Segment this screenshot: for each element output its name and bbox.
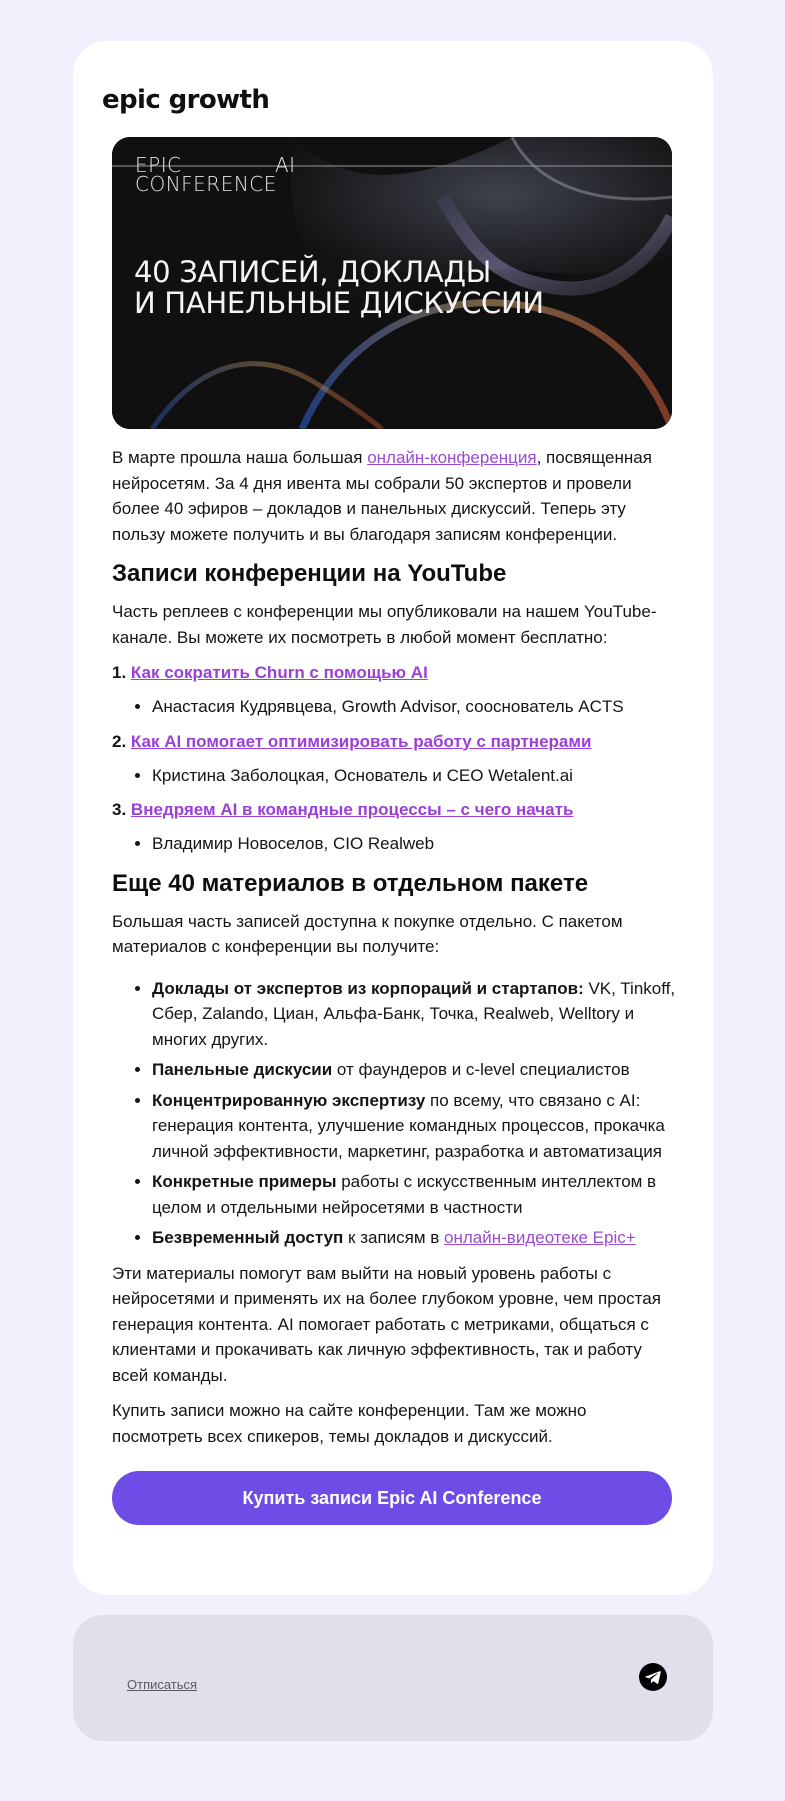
epic-plus-link[interactable]: онлайн-видеотеке Epic+ bbox=[444, 1228, 636, 1247]
hero-label-conference: CONFERENCE bbox=[135, 172, 277, 196]
speaker-list bbox=[112, 763, 677, 789]
youtube-video-link[interactable]: Внедряем AI в командные процессы – с чего начать bbox=[130, 800, 574, 819]
epic-growth-logo[interactable]: epic growth bbox=[102, 85, 270, 115]
benefit-text: от фаундеров и c-level специалистов bbox=[332, 1060, 630, 1079]
youtube-item-3 bbox=[112, 797, 677, 822]
package-heading: Еще 40 материалов в отдельном пакете bbox=[112, 869, 589, 897]
intro-text-end: , посвященная нейросетям. За 4 дня ивента мы собрали 50 экспертов и провели более 40 эфиров – докладов и панельных дискуссий. Теперь эту пользу можете получить и вы благодаря записям конференции. bbox=[112, 448, 652, 544]
hero-banner[interactable] bbox=[112, 137, 672, 429]
youtube-item-2 bbox=[112, 729, 677, 754]
speaker-item: • Анастасия Кудрявцева, Growth Advisor, сооснователь ACTS bbox=[152, 694, 677, 720]
benefit-text: VK, Tinkoff, Сбер, Zalando, Циан, Альфа-Банк, Точка, Realweb, Welltory и многих других. bbox=[152, 978, 676, 1049]
hero-title bbox=[134, 257, 654, 319]
buy-records-button[interactable]: Купить записи Epic AI Conference bbox=[112, 1471, 672, 1525]
email-content bbox=[112, 445, 677, 1525]
youtube-heading: Записи конференции на YouTube bbox=[112, 560, 507, 587]
speaker-item: • Кристина Заболоцкая, Основатель и CEO Wetalent.ai bbox=[152, 763, 677, 789]
item-number: 3. bbox=[112, 800, 127, 819]
package-benefits-list bbox=[112, 976, 677, 1251]
intro-paragraph bbox=[112, 445, 677, 547]
email-card bbox=[73, 41, 713, 1595]
benefit-title: Концентрированную экспертизу bbox=[152, 1090, 426, 1110]
benefit-title: Панельные дискусии bbox=[152, 1060, 333, 1079]
unsubscribe-link[interactable]: Отписаться bbox=[127, 1677, 198, 1692]
benefit-text: работы с искусственным интеллектом в целом и отдельными нейросетями в частности bbox=[152, 1172, 657, 1217]
benefit-item bbox=[152, 1088, 677, 1165]
hero-label-epic: EPIC bbox=[135, 153, 182, 177]
benefit-title: Безвременный доступ bbox=[152, 1228, 344, 1247]
youtube-video-link[interactable]: Как сократить Churn с помощью AI bbox=[130, 663, 428, 682]
benefit-text: по всему, что связано с AI: генерация контента, улучшение командных процессов, прокачка личной эффективности, маркетинг, разработка и автоматизация bbox=[152, 1090, 665, 1161]
benefit-title: Конкретные примеры bbox=[152, 1172, 337, 1191]
benefit-title: Доклады от экспертов из корпораций и стартапов: bbox=[152, 978, 584, 998]
youtube-video-link[interactable]: Как AI помогает оптимизировать работу с партнерами bbox=[130, 731, 592, 751]
conference-link[interactable]: онлайн-конференция bbox=[367, 448, 537, 467]
email-footer bbox=[73, 1615, 713, 1741]
intro-text-start: В марте прошла наша большая bbox=[112, 448, 368, 467]
item-number: 2. bbox=[112, 731, 127, 751]
speaker-list bbox=[112, 694, 677, 720]
item-number: 1. bbox=[112, 663, 127, 682]
benefit-item bbox=[152, 1225, 677, 1251]
youtube-text: Часть реплеев с конференции мы опубликовали на нашем YouTube-канале. Вы можете их посмотреть в любой момент бесплатно: bbox=[112, 602, 657, 647]
hero-label-ai: AI bbox=[275, 153, 296, 177]
package-text: Большая часть записей доступна к покупке отдельно. С пакетом материалов с конференции вы получите: bbox=[112, 911, 623, 956]
youtube-item-1 bbox=[112, 660, 677, 685]
hero-title-line1: 40 ЗАПИСЕЙ, ДОКЛАДЫ bbox=[134, 255, 492, 289]
outro-paragraph-1: Эти материалы помогут вам выйти на новый уровень работы с нейросетями и применять их на более глубоком уровне, чем простая генерация контента. AI помогает работать с метриками, общаться с клиентами и прокачивать как личную эффективность, так и работу всей команды. bbox=[112, 1263, 661, 1385]
telegram-icon[interactable] bbox=[639, 1663, 667, 1691]
benefit-text: к записям в bbox=[343, 1228, 445, 1247]
speaker-item: • Владимир Новоселов, CIO Realweb bbox=[152, 831, 677, 857]
speaker-list bbox=[112, 831, 677, 857]
benefit-item bbox=[152, 976, 677, 1053]
benefit-item bbox=[152, 1169, 677, 1220]
benefit-item bbox=[152, 1057, 677, 1083]
hero-title-line2: И ПАНЕЛЬНЫЕ ДИСКУССИИ bbox=[134, 286, 544, 320]
outro-paragraph-2: Купить записи можно на сайте конференции. Там же можно посмотреть всех спикеров, темы докладов и дискуссий. bbox=[112, 1401, 587, 1446]
